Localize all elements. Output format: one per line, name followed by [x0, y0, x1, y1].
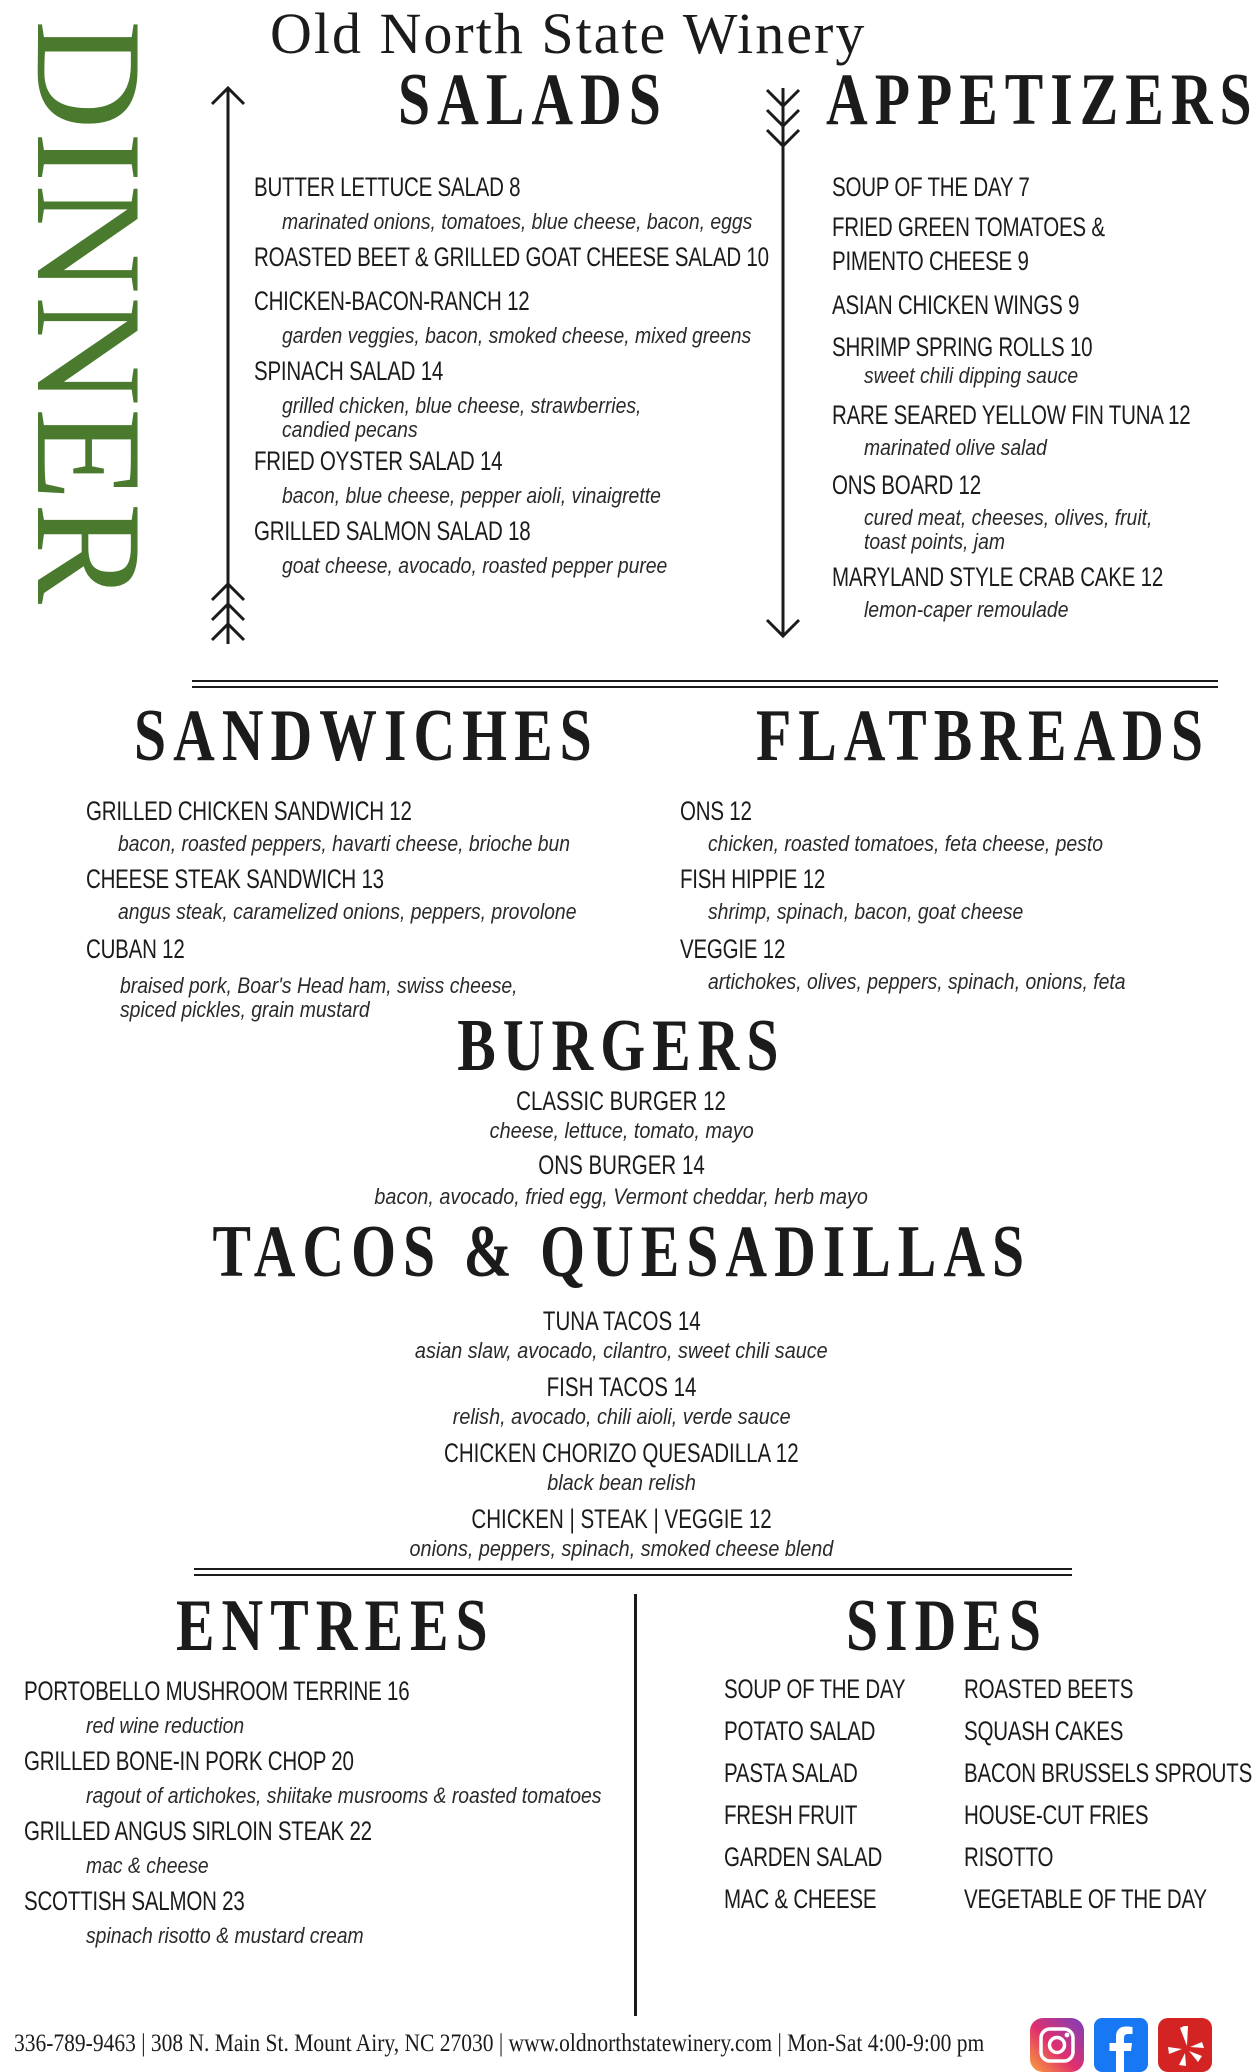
entrees-heading: ENTREES [176, 1585, 495, 1667]
flatbread-item-desc: chicken, roasted tomatoes, feta cheese, pesto [708, 831, 1103, 856]
salad-item-desc: candied pecans [282, 417, 418, 442]
side-item: SOUP OF THE DAY [724, 1674, 906, 1704]
entree-item-desc: mac & cheese [86, 1853, 209, 1878]
burger-item-name: CLASSIC BURGER 12 [516, 1086, 727, 1116]
appetizer-item-name: PIMENTO CHEESE 9 [832, 246, 1029, 276]
appetizer-item-name: ONS BOARD 12 [832, 470, 981, 500]
yelp-icon[interactable] [1158, 2018, 1212, 2072]
side-item: RISOTTO [964, 1842, 1054, 1872]
entree-item-name: SCOTTISH SALMON 23 [24, 1886, 245, 1916]
side-item: FRESH FRUIT [724, 1800, 858, 1830]
taco-item-name: CHICKEN | STEAK | VEGGIE 12 [471, 1504, 772, 1534]
burger-row [0, 1118, 1243, 1144]
salad-item-desc: marinated onions, tomatoes, blue cheese, bacon, eggs [282, 209, 753, 234]
salad-item-name: ROASTED BEET & GRILLED GOAT CHEESE SALAD 10 [254, 242, 769, 272]
taco-item-desc: relish, avocado, chili aioli, verde sauce [452, 1404, 791, 1429]
flatbread-item-desc: artichokes, olives, peppers, spinach, onions, feta [708, 969, 1126, 994]
salad-item-name: FRIED OYSTER SALAD 14 [254, 446, 503, 476]
tacos-heading: TACOS & QUESADILLAS [212, 1211, 1031, 1293]
entree-item-desc: spinach risotto & mustard cream [86, 1923, 364, 1948]
sandwich-item-desc: bacon, roasted peppers, havarti cheese, brioche bun [118, 831, 571, 856]
taco-item-desc: asian slaw, avocado, cilantro, sweet chili sauce [415, 1338, 828, 1363]
appetizer-item-name: MARYLAND STYLE CRAB CAKE 12 [832, 562, 1164, 592]
flatbread-item-name: VEGGIE 12 [680, 934, 786, 964]
sides-heading: SIDES [846, 1585, 1048, 1667]
burger-item-desc: cheese, lettuce, tomato, mayo [489, 1118, 754, 1143]
sandwich-item-desc: braised pork, Boar's Head ham, swiss cheese, [120, 973, 518, 998]
flatbread-item-name: ONS 12 [680, 796, 752, 826]
appetizer-item-name: ASIAN CHICKEN WINGS 9 [832, 290, 1080, 320]
taco-row [0, 1438, 1243, 1469]
side-item: VEGETABLE OF THE DAY [964, 1884, 1207, 1914]
facebook-icon[interactable] [1094, 2018, 1148, 2072]
taco-item-name: TUNA TACOS 14 [542, 1306, 701, 1336]
appetizer-item-desc: cured meat, cheeses, olives, fruit, [864, 505, 1153, 530]
entree-item-desc: red wine reduction [86, 1713, 245, 1738]
side-item: POTATO SALAD [724, 1716, 876, 1746]
winery-title: Old North State Winery [270, 1, 867, 66]
taco-row [0, 1306, 1243, 1337]
burgers-heading-wrap [0, 1004, 1243, 1088]
tacos-heading-wrap [0, 1210, 1243, 1294]
svg-text:DINNER: DINNER [5, 20, 173, 607]
appetizer-item-desc: toast points, jam [864, 529, 1005, 554]
salads-heading: SALADS [398, 59, 668, 141]
burgers-heading: BURGERS [457, 1005, 786, 1087]
salad-item-name: CHICKEN-BACON-RANCH 12 [254, 286, 530, 316]
appetizer-item-name: SHRIMP SPRING ROLLS 10 [832, 332, 1093, 362]
side-item: BACON BRUSSELS SPROUTS [964, 1758, 1253, 1788]
sandwich-item-desc: spiced pickles, grain mustard [120, 997, 370, 1022]
appetizer-item-name: SOUP OF THE DAY 7 [832, 172, 1030, 202]
taco-row [0, 1536, 1243, 1562]
salad-item-name: SPINACH SALAD 14 [254, 356, 444, 386]
salad-item-name: BUTTER LETTUCE SALAD 8 [254, 172, 521, 202]
side-item: GARDEN SALAD [724, 1842, 883, 1872]
divider-rule [192, 680, 1218, 682]
entree-item-desc: ragout of artichokes, shiitake musrooms & roasted tomatoes [86, 1783, 602, 1808]
taco-item-name: FISH TACOS 14 [546, 1372, 697, 1402]
taco-row [0, 1404, 1243, 1430]
side-item: SQUASH CAKES [964, 1716, 1124, 1746]
entree-item-name: PORTOBELLO MUSHROOM TERRINE 16 [24, 1676, 410, 1706]
taco-item-name: CHICKEN CHORIZO QUESADILLA 12 [444, 1438, 799, 1468]
salad-item-name: GRILLED SALMON SALAD 18 [254, 516, 531, 546]
salad-item-desc: bacon, blue cheese, pepper aioli, vinaigrette [282, 483, 661, 508]
appetizer-item-name: RARE SEARED YELLOW FIN TUNA 12 [832, 400, 1191, 430]
column-divider [634, 1594, 637, 2016]
entree-item-name: GRILLED BONE-IN PORK CHOP 20 [24, 1746, 354, 1776]
appetizers-heading: APPETIZERS [826, 59, 1259, 141]
appetizer-item-name: FRIED GREEN TOMATOES & [832, 212, 1105, 242]
burger-item-desc: bacon, avocado, fried egg, Vermont cheddar, herb mayo [374, 1184, 869, 1209]
side-item: PASTA SALAD [724, 1758, 858, 1788]
entree-item-name: GRILLED ANGUS SIRLOIN STEAK 22 [24, 1816, 372, 1846]
flatbreads-heading: FLATBREADS [756, 695, 1211, 777]
sandwich-item-name: CHEESE STEAK SANDWICH 13 [86, 864, 384, 894]
instagram-icon[interactable] [1030, 2018, 1084, 2072]
sandwich-item-name: GRILLED CHICKEN SANDWICH 12 [86, 796, 412, 826]
flatbread-item-name: FISH HIPPIE 12 [680, 864, 826, 894]
appetizer-item-desc: marinated olive salad [864, 435, 1047, 460]
divider-rule [194, 1568, 1072, 1570]
sandwiches-heading: SANDWICHES [134, 695, 599, 777]
burger-row [0, 1150, 1243, 1181]
divider-rule [192, 686, 1218, 688]
flatbread-item-desc: shrimp, spinach, bacon, goat cheese [708, 899, 1024, 924]
side-item: HOUSE-CUT FRIES [964, 1800, 1149, 1830]
sandwich-item-desc: angus steak, caramelized onions, peppers, provolone [118, 899, 577, 924]
taco-row [0, 1372, 1243, 1403]
taco-item-desc: black bean relish [547, 1470, 696, 1495]
dinner-vertical-title [5, 20, 173, 740]
burger-row [0, 1086, 1243, 1117]
salads-arrow-icon [208, 84, 248, 654]
side-item: MAC & CHEESE [724, 1884, 877, 1914]
side-item: ROASTED BEETS [964, 1674, 1134, 1704]
appetizer-item-desc: sweet chili dipping sauce [864, 363, 1079, 388]
salad-item-desc: goat cheese, avocado, roasted pepper puree [282, 553, 668, 578]
salad-item-desc: garden veggies, bacon, smoked cheese, mixed greens [282, 323, 752, 348]
salad-item-desc: grilled chicken, blue cheese, strawberries, [282, 393, 642, 418]
appetizers-arrow-icon [763, 84, 803, 644]
footer-contact: 336-789-9463 | 308 N. Main St. Mount Airy, NC 27030 | www.oldnorthstatewinery.com | Mon-Sat 4:00-9:00 pm [14, 2030, 985, 2057]
taco-row [0, 1338, 1243, 1364]
taco-item-desc: onions, peppers, spinach, smoked cheese blend [409, 1536, 834, 1561]
taco-row [0, 1470, 1243, 1496]
divider-rule [194, 1574, 1072, 1576]
sandwich-item-name: CUBAN 12 [86, 934, 185, 964]
burger-row [0, 1184, 1243, 1210]
taco-row [0, 1504, 1243, 1535]
appetizer-item-desc: lemon-caper remoulade [864, 597, 1069, 622]
burger-item-name: ONS BURGER 14 [538, 1150, 705, 1180]
